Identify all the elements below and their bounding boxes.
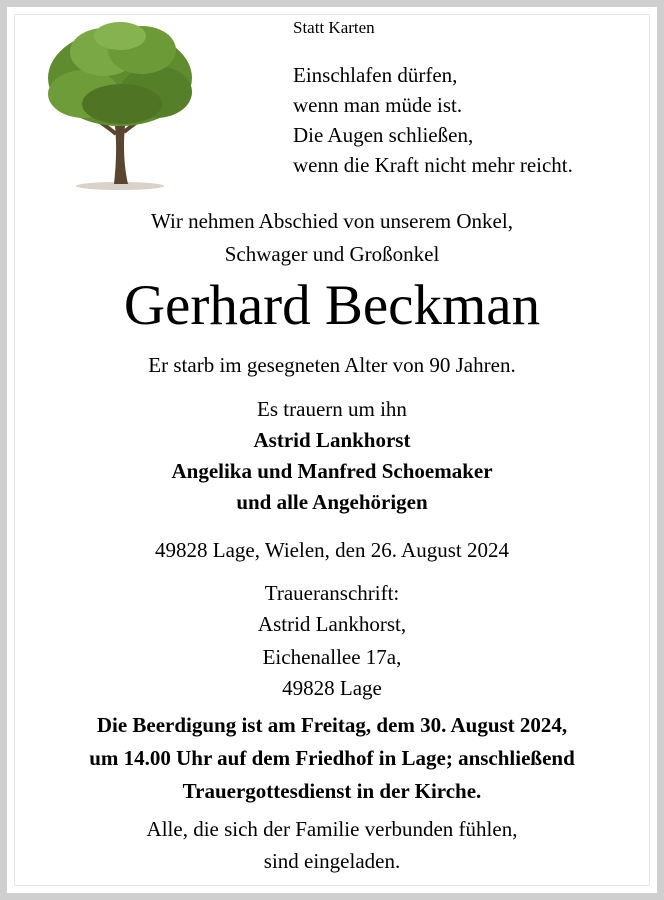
poem-line: wenn man müde ist. xyxy=(293,93,463,117)
funeral-line: Die Beerdigung ist am Freitag, dem 30. August 2024, xyxy=(96,713,568,737)
poem-line: wenn die Kraft nicht mehr reicht. xyxy=(293,153,573,177)
address-line: Traueranschrift: xyxy=(264,581,400,605)
poem-line: Einschlafen dürfen, xyxy=(293,63,458,87)
place-date: 49828 Lage, Wielen, den 26. August 2024 xyxy=(155,538,509,562)
mourner-name: Astrid Lankhorst xyxy=(253,428,411,452)
address-line: Eichenallee 17a, xyxy=(262,645,402,669)
closing-line: Alle, die sich der Familie verbunden fühlen, xyxy=(146,817,518,841)
age-line: Er starb im gesegneten Alter von 90 Jahren. xyxy=(148,353,516,377)
poem-line: Die Augen schließen, xyxy=(293,123,474,147)
poem xyxy=(293,60,573,180)
tree-icon xyxy=(44,16,196,192)
mourner-name: und alle Angehörigen xyxy=(236,490,428,514)
intro-line: Schwager und Großonkel xyxy=(224,242,440,266)
mourner-name: Angelika und Manfred Schoemaker xyxy=(171,459,493,483)
mourners-intro: Es trauern um ihn xyxy=(257,397,407,421)
closing-line: sind eingeladen. xyxy=(263,849,401,873)
address-line: 49828 Lage xyxy=(282,676,382,700)
deceased-name: Gerhard Beckman xyxy=(123,274,541,337)
header-note: Statt Karten xyxy=(293,18,375,37)
funeral-line: Trauergottesdienst in der Kirche. xyxy=(182,779,482,803)
address-line: Astrid Lankhorst, xyxy=(257,612,407,636)
funeral-line: um 14.00 Uhr auf dem Friedhof in Lage; anschließend xyxy=(89,746,575,770)
intro-line: Wir nehmen Abschied von unserem Onkel, xyxy=(151,209,513,233)
